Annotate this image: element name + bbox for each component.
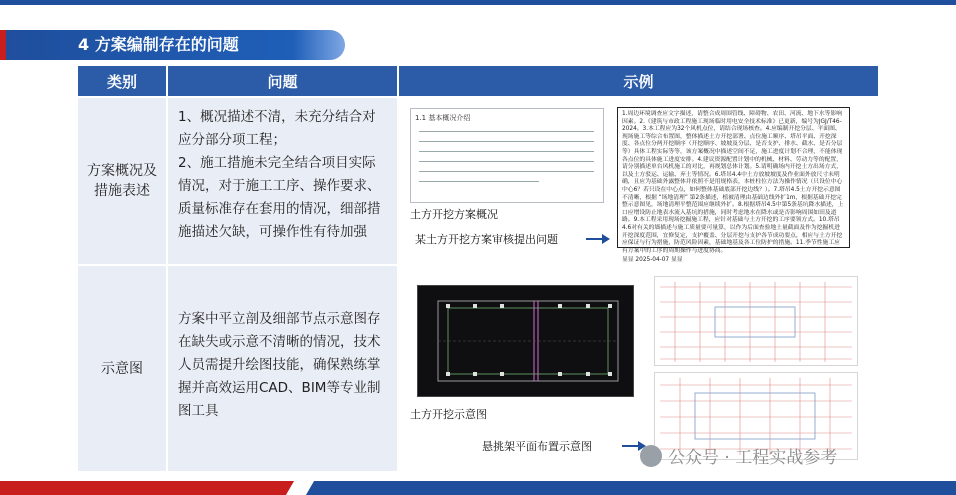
bottom-red-bar xyxy=(0,481,300,495)
arrow-right-icon xyxy=(586,238,608,240)
cad-drawing-thumbnail xyxy=(417,285,634,397)
caption-overview: 土方开挖方案概况 xyxy=(410,208,498,221)
caption-scaffold: 悬挑架平面布置示意图 xyxy=(482,440,592,453)
example-thumb-overview xyxy=(410,108,604,203)
wechat-watermark xyxy=(640,443,837,468)
row-1-category-text: 方案概况及措施表述 xyxy=(87,163,157,199)
header-problem xyxy=(168,66,397,96)
section-title-accent xyxy=(0,30,6,60)
cad-plan-graphic xyxy=(418,286,633,396)
row-1-category xyxy=(78,98,166,264)
caption-excavation: 土方开挖示意图 xyxy=(410,408,487,421)
section-title: 4 方案编制存在的问题 xyxy=(78,35,239,54)
header-example xyxy=(399,66,878,96)
scaffold-plan-graphic-1 xyxy=(655,277,857,365)
watermark-text: 公众号 · 工程实战参考 xyxy=(668,448,838,468)
top-banner xyxy=(0,0,956,9)
wechat-icon xyxy=(640,445,662,467)
caption-review: 某土方开挖方案审核提出问题 xyxy=(415,233,558,246)
row-2-category xyxy=(78,266,166,471)
review-footer: 显显 2025-04-07 显显 xyxy=(622,257,683,264)
review-text: 1.周边环境调查应文字描述，请整合成周围管线、障碍物、农田、河流、地下水等影响因素。2.《建筑与市政工程施工现场临时用电安全技术标准》已更新，编号为JGJ/T46-2024。3.本工程应为32个风机点位，请结合现场核查。4.应编制开挖分层、平面图、现场施工等综合布置图，整体描述土方开挖部署、点位施工顺序、塔吊平面、开挖深度、各点位分两开挖顺序（开挖顺序、坡坡及分层、是否支护、排水、截水、是否分层等）具体工程实际等等，该方案概况中描述空间不足，施工进度计划不合理，不能体现各点位的具体施工进度安排。4.建议资源配置计划中的机械、材料、劳动力等的配置，请分别描述单台风机施工的对比，再规划总体计划。5.请明确场内开挖土方出场方式，以及土方驳运、运输、弃土等情况。6.塔吊4.4中土方放坡坡度及作业面外放尺寸未明确，且应为基础外露整体并依照不是用规格表，本桩柱位方法为操作情况（只设位中心中心6？若只设在中心点，如何整体基础底部开挖边线？）。7.塔吊4.5土方开挖示意图不清晰，根据 “场地清理” 第2条描述，植被清理由基础边线外扩1m，根据基础开挖完整示意图见，场地清理平整范围应继续外扩。8.根据塔吊4.5中第5条基坑降水描述，上口应增设防止地表水流入基坑的措施，同时考虑地水在降水或是否影响周围如田及道路。9.本工程采用现场挖掘施工程，应针对基础与土方开挖的工序要领方式。10.塔吊4.6对有关的墙描述与施工质量要可量算，以作为后面查验地土量截面及作为挖掘机进开挖深度范围，宜修复定，支护覆盖、分层开挖与支护各节成功要点，相应与土方开挖应保证与行为措施，防范风险因素，基础地基及各工位防护的措施。11.季节性施工应有方案中的工序的周期操作与进度协商。 xyxy=(622,111,844,254)
review-comments-box xyxy=(617,107,850,264)
top-blue-stripe xyxy=(0,0,956,5)
scaffold-plan-thumbnail-1 xyxy=(654,276,858,366)
thumb-title: 1.1 基本概况介绍 xyxy=(415,114,471,122)
header-example-text: 示例 xyxy=(623,72,654,91)
header-category-text: 类别 xyxy=(106,72,137,91)
row-2-problem: 方案中平立剖及细部节点示意图存在缺失或示意不清晰的情况，技术人员需提升绘图技能，确保熟练掌握并高效运用CAD、BIM等专业制图工具 xyxy=(168,266,397,471)
header-category xyxy=(78,66,166,96)
header-problem-text: 问题 xyxy=(267,72,298,91)
row-1-problem: 1、概况描述不清，未充分结合对应分部分项工程； 2、施工措施未完全结合项目实际情况，对于施工工序、操作要求、质量标准存在套用的情况，细部措施描述欠缺，可操作性有待加强 xyxy=(168,98,397,264)
row-2-category-text: 示意图 xyxy=(101,360,143,377)
